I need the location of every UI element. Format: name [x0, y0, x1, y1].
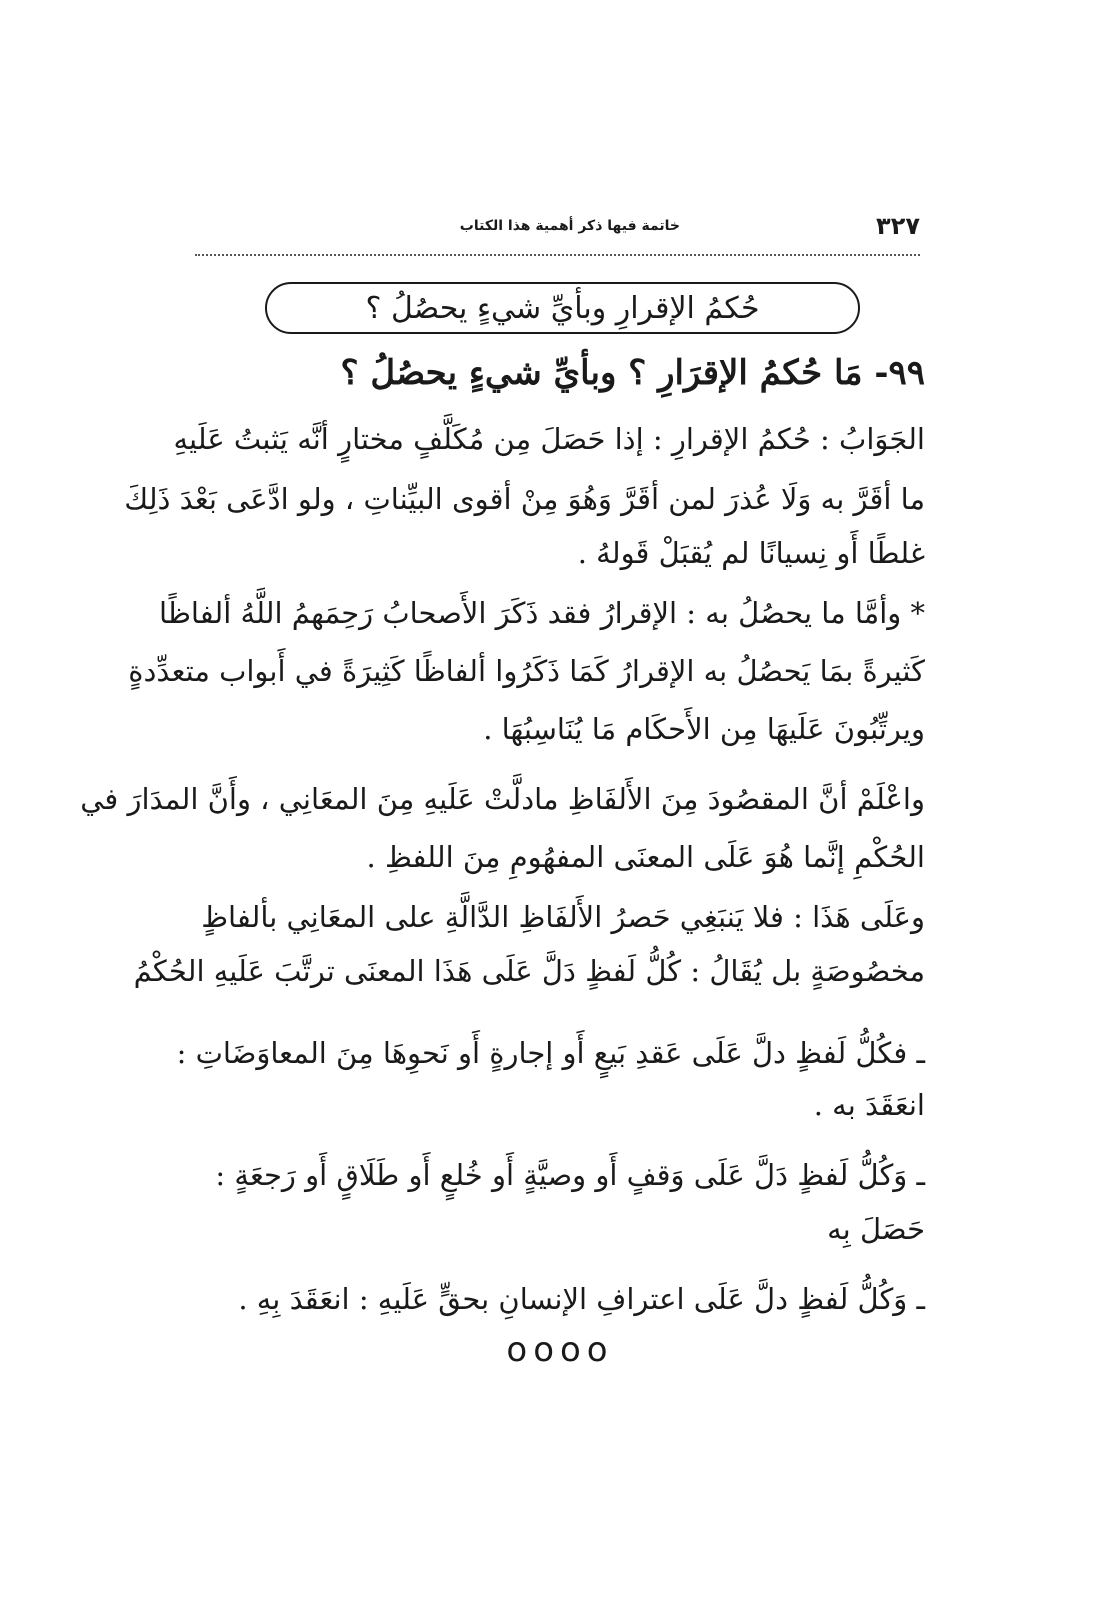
paragraph-line: الحُكْمِ إنَّما هُوَ عَلَى المعنَى المفهُومِ مِنَ اللفظِ . — [366, 840, 925, 874]
question-heading: ٩٩- مَا حُكمُ الإقرَارِ ؟ وبأيِّ شيءٍ يحصُلُ ؟ — [340, 353, 925, 393]
paragraph-line: واعْلَمْ أنَّ المقصُودَ مِنَ الأَلفَاظِ مادلَّتْ عَلَيهِ مِنَ المعَانِي ، وأَنَّ المدَارَ في — [80, 782, 925, 816]
paragraph-line: ـ وَكُلُّ لَفظٍ دلَّ عَلَى اعترافِ الإنسانِ بحقٍّ عَلَيهِ : انعَقَدَ بِهِ . — [238, 1282, 925, 1316]
running-title: خاتمة فيها ذكر أهمية هذا الكتاب — [459, 218, 680, 234]
paragraph-line: ما أقَرَّ به وَلَا عُذرَ لمن أقَرَّ وَهُوَ مِنْ أقوى البيِّناتِ ، ولو ادَّعَى بَعْدَ ذَلِكَ — [124, 482, 925, 516]
running-header — [195, 212, 920, 248]
chapter-title-frame — [265, 282, 860, 334]
paragraph-line: وعَلَى هَذَا : فلا يَنبَغِي حَصرُ الأَلفَاظِ الدَّالَّةِ على المعَانِي بألفاظٍ — [201, 900, 925, 934]
chapter-title: حُكمُ الإقرارِ وبأيِّ شيءٍ يحصُلُ ؟ — [365, 290, 760, 326]
paragraph-line: انعَقَدَ به . — [813, 1088, 925, 1122]
paragraph-line: ويرتِّبُونَ عَلَيهَا مِن الأَحكَام مَا يُنَاسِبُهَا . — [483, 712, 925, 746]
section-end-ornament: oooo — [506, 1330, 614, 1370]
page-number: ٣٢٧ — [876, 212, 920, 240]
paragraph-line: ـ فكُلُّ لَفظٍ دلَّ عَلَى عَقدِ بَيعٍ أَو إجارةٍ أَو نَحوِهَا مِنَ المعاوَضَاتِ : — [176, 1036, 925, 1070]
paragraph-line: مخصُوصَةٍ بل يُقَالُ : كُلُّ لَفظٍ دَلَّ عَلَى هَذَا المعنَى ترتَّبَ عَلَيهِ الحُكْمُ — [133, 954, 925, 988]
paragraph-line: الجَوَابُ : حُكمُ الإقرارِ : إذا حَصَلَ مِن مُكَلَّفٍ مختارٍ أنَّه يَثبتُ عَلَيهِ — [173, 422, 925, 456]
paragraph-line: كَثيرةً بمَا يَحصُلُ به الإقرارُ كَمَا ذَكَرُوا ألفاظًا كَثِيرَةً في أَبواب متعدِّدةٍ — [128, 654, 925, 688]
paragraph-line: غلطًا أَو نِسيانًا لم يُقبَلْ قَولهُ . — [577, 536, 925, 570]
paragraph-line: حَصَلَ بِه — [827, 1212, 925, 1246]
paragraph-line: * وأمَّا ما يحصُلُ به : الإقرارُ فقد ذَكَرَ الأَصحابُ رَحِمَهمُ اللَّهُ ألفاظًا — [158, 596, 925, 630]
header-divider — [195, 254, 920, 256]
paragraph-line: ـ وَكُلُّ لَفظٍ دَلَّ عَلَى وَقفٍ أَو وصيَّةٍ أَو خُلعٍ أَو طَلَاقٍ أَو رَجعَةٍ : — [215, 1158, 925, 1192]
